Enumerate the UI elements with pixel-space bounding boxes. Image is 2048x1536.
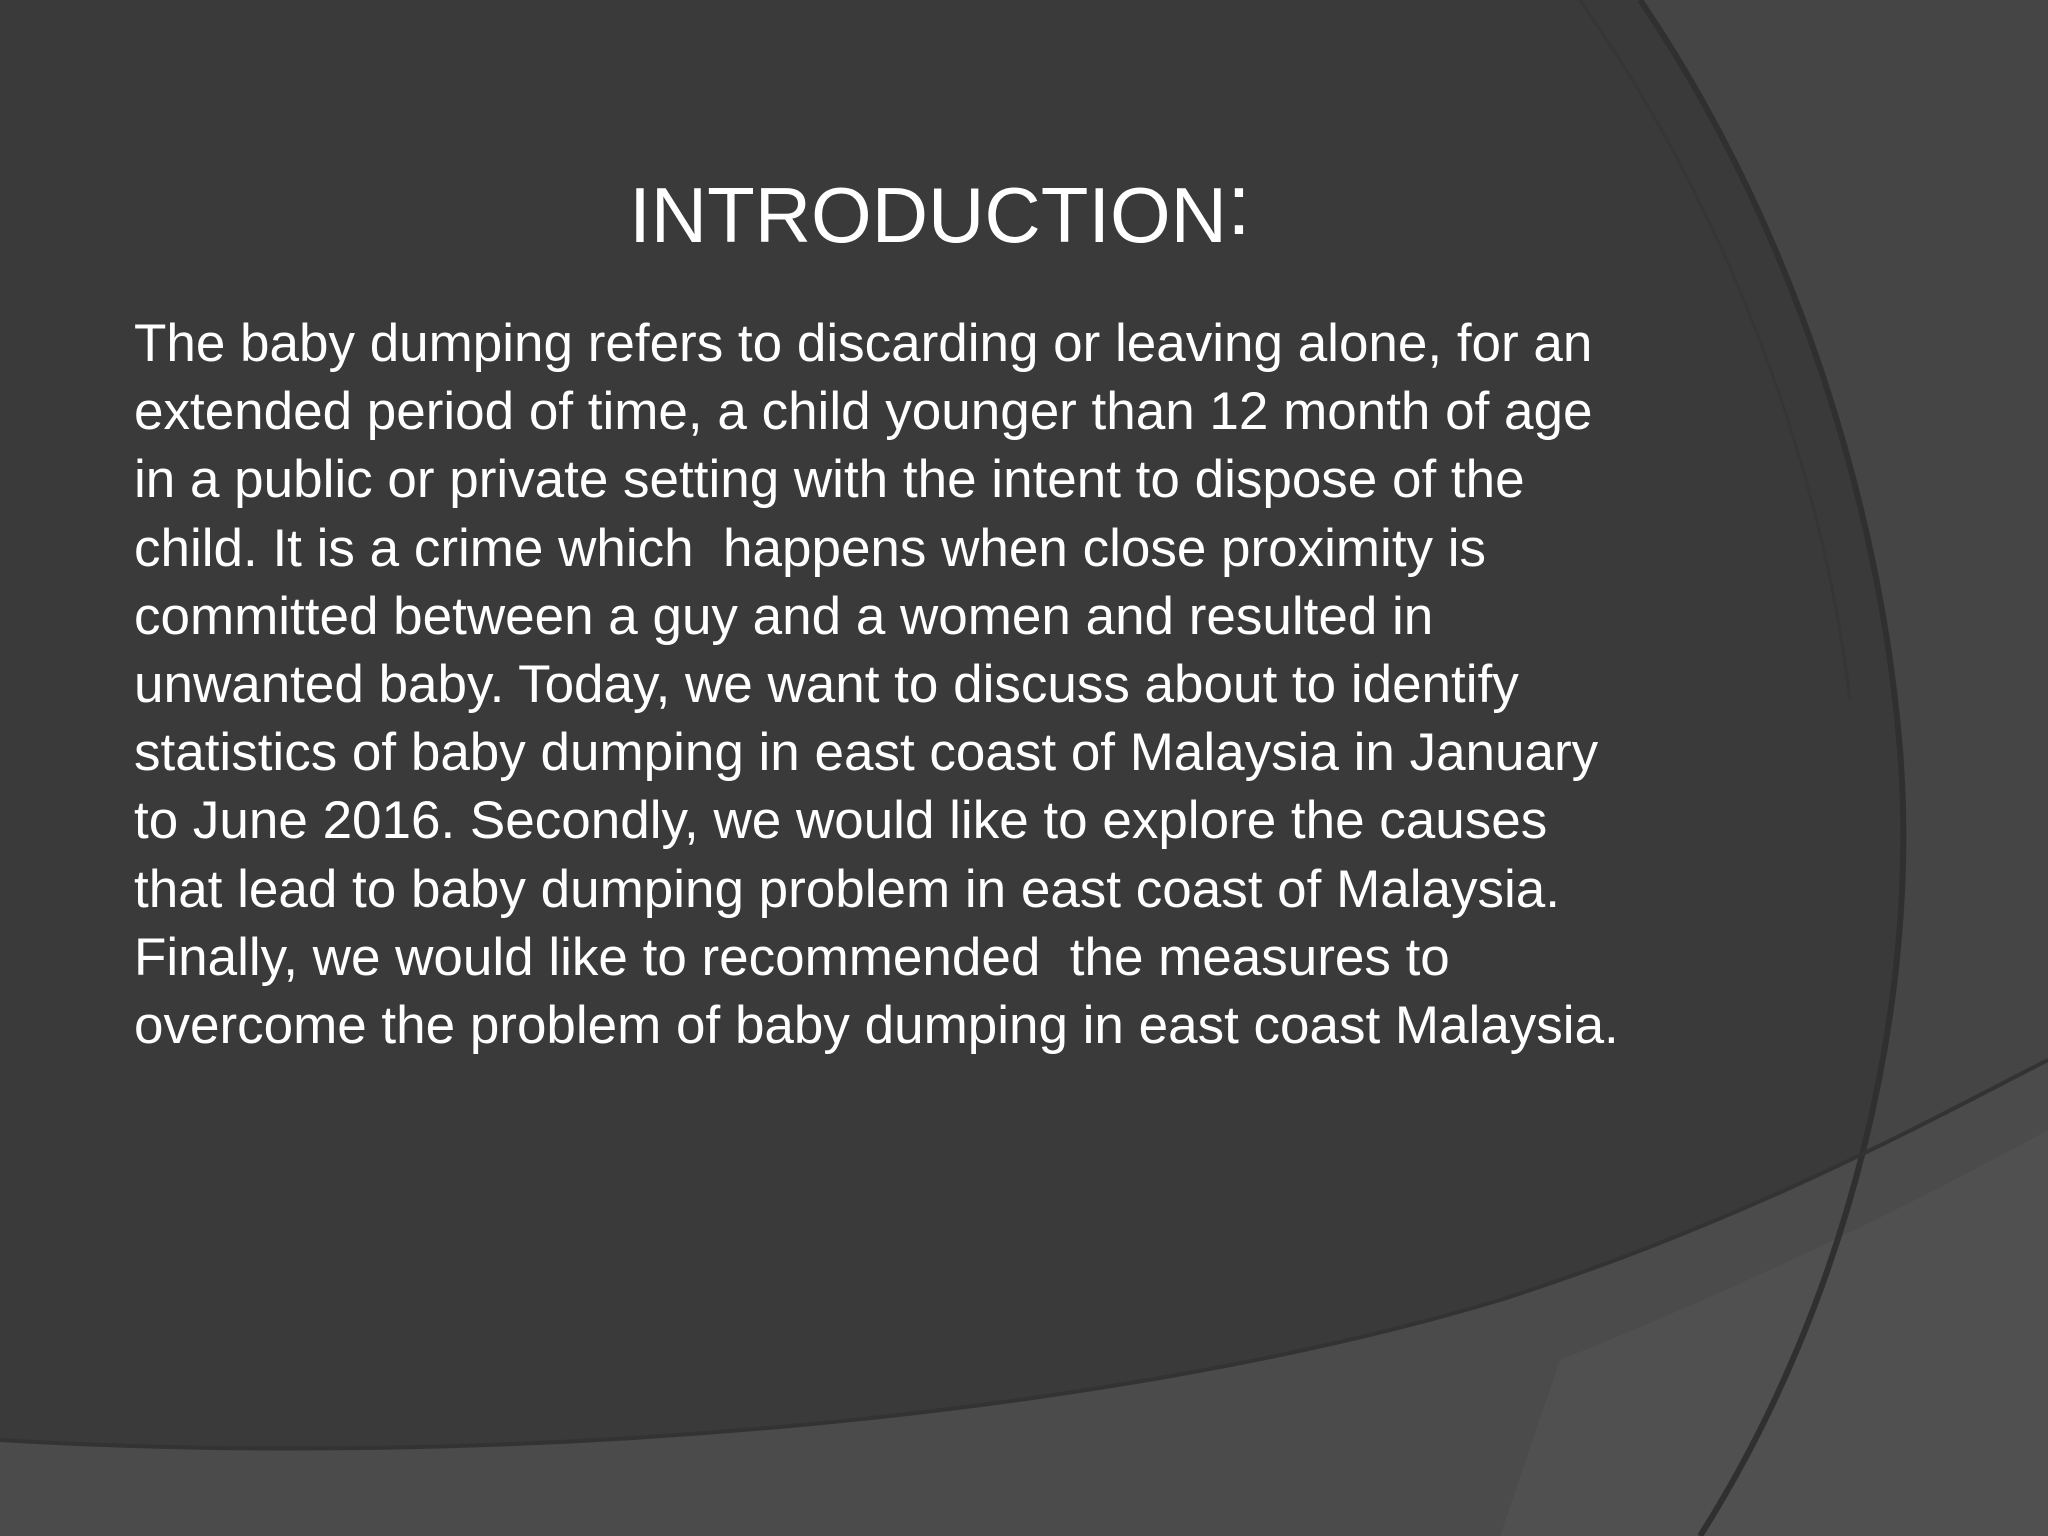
body-line: overcome the problem of baby dumping in east coast Malaysia. bbox=[134, 996, 1619, 1056]
slide-title-colon: : bbox=[1227, 157, 1251, 253]
body-line: that lead to baby dumping problem in east coast of Malaysia. bbox=[134, 859, 1560, 919]
body-line: unwanted baby. Today, we want to discuss about to identify bbox=[134, 655, 1519, 715]
body-line: in a public or private setting with the intent to dispose of the bbox=[134, 450, 1525, 510]
body-line: Finally, we would like to recommended the measures to bbox=[134, 927, 1450, 987]
body-line: to June 2016. Secondly, we would like to explore the causes bbox=[134, 791, 1548, 851]
slide-title bbox=[0, 157, 1880, 263]
body-line: extended period of time, a child younger than 12 month of age bbox=[134, 382, 1593, 442]
slide-title-text: INTRODUCTION bbox=[629, 171, 1228, 259]
body-line: child. It is a crime which happens when close proximity is bbox=[134, 518, 1487, 578]
slide-body bbox=[134, 310, 1894, 1060]
body-line: committed between a guy and a women and resulted in bbox=[134, 586, 1434, 646]
body-line: statistics of baby dumping in east coast of Malaysia in January bbox=[134, 723, 1599, 783]
body-line: The baby dumping refers to discarding or leaving alone, for an bbox=[134, 314, 1593, 373]
